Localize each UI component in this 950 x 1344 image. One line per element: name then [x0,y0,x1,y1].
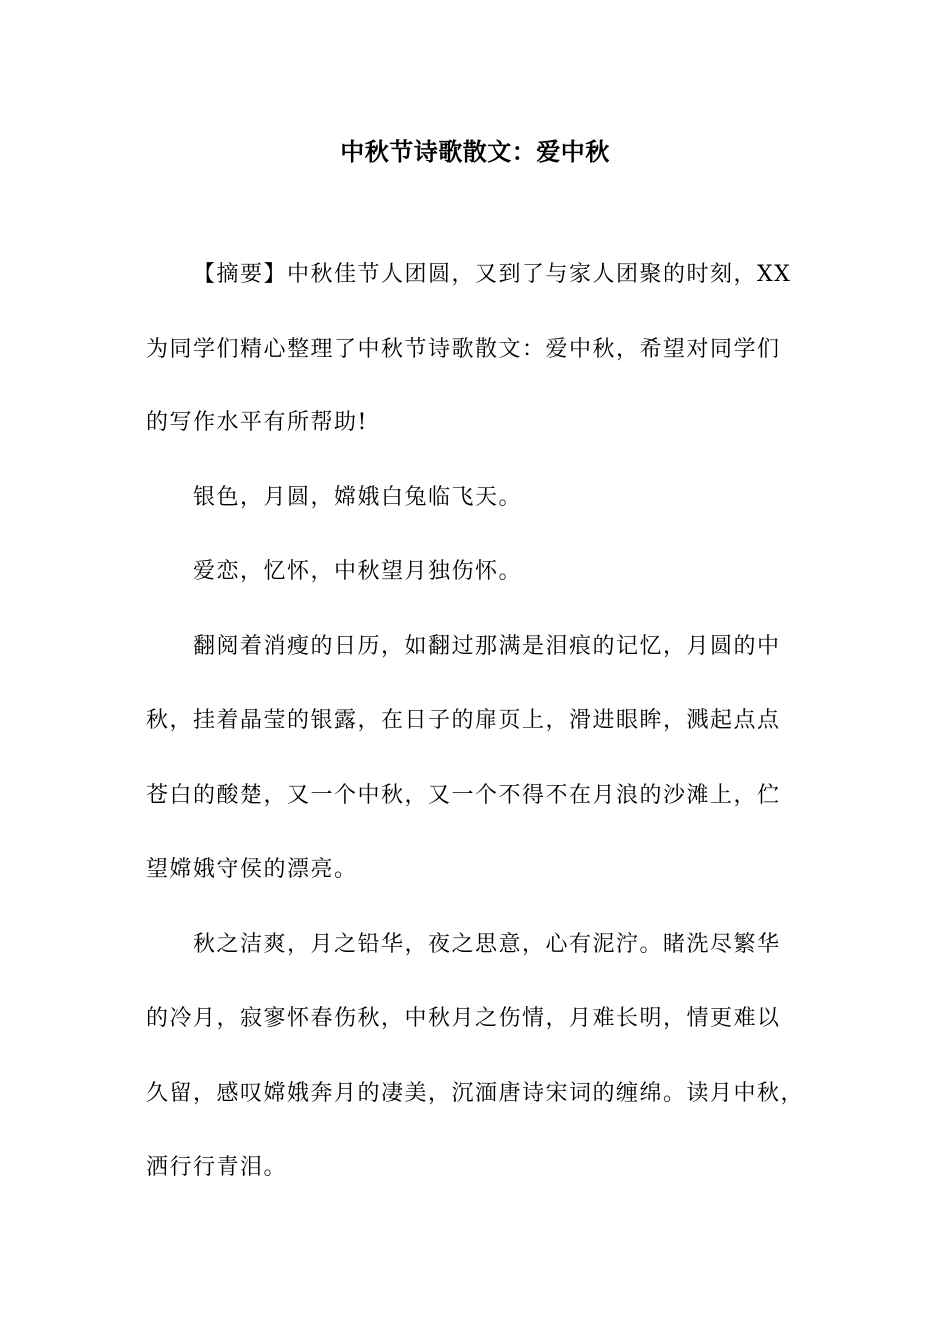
paragraph-line: 望嫦娥守侯的漂亮。 [146,857,358,882]
document-title: 中秋节诗歌散文：爱中秋 [340,137,610,166]
paragraph-line: 为同学们精心整理了中秋节诗歌散文：爱中秋，希望对同学们 [146,337,781,362]
paragraph-line: 洒行行青泪。 [146,1155,288,1180]
paragraph-line: 秋之洁爽，月之铅华，夜之思意，心有泥泞。睹洗尽繁华 [193,932,781,957]
paragraph-line: 【摘要】中秋佳节人团圆，又到了与家人团聚的时刻，XX [193,262,792,287]
paragraph-line: 翻阅着消瘦的日历，如翻过那满是泪痕的记忆，月圆的中 [193,634,781,659]
paragraph-line: 的写作水平有所帮助! [146,410,368,435]
paragraph-line: 爱恋，忆怀，中秋望月独伤怀。 [193,559,523,584]
paragraph-line: 银色，月圆，嫦娥白兔临飞天。 [193,485,523,510]
paragraph-line: 久留，感叹嫦娥奔月的凄美，沉湎唐诗宋词的缠绵。读月中秋， [146,1081,805,1106]
paragraph-line: 秋，挂着晶莹的银露，在日子的扉页上，滑进眼眸，溅起点点 [146,708,781,733]
paragraph-line: 的冷月，寂寥怀春伤秋，中秋月之伤情，月难长明，情更难以 [146,1006,781,1031]
paragraph-line: 苍白的酸楚，又一个中秋，又一个不得不在月浪的沙滩上，伫 [146,783,781,808]
